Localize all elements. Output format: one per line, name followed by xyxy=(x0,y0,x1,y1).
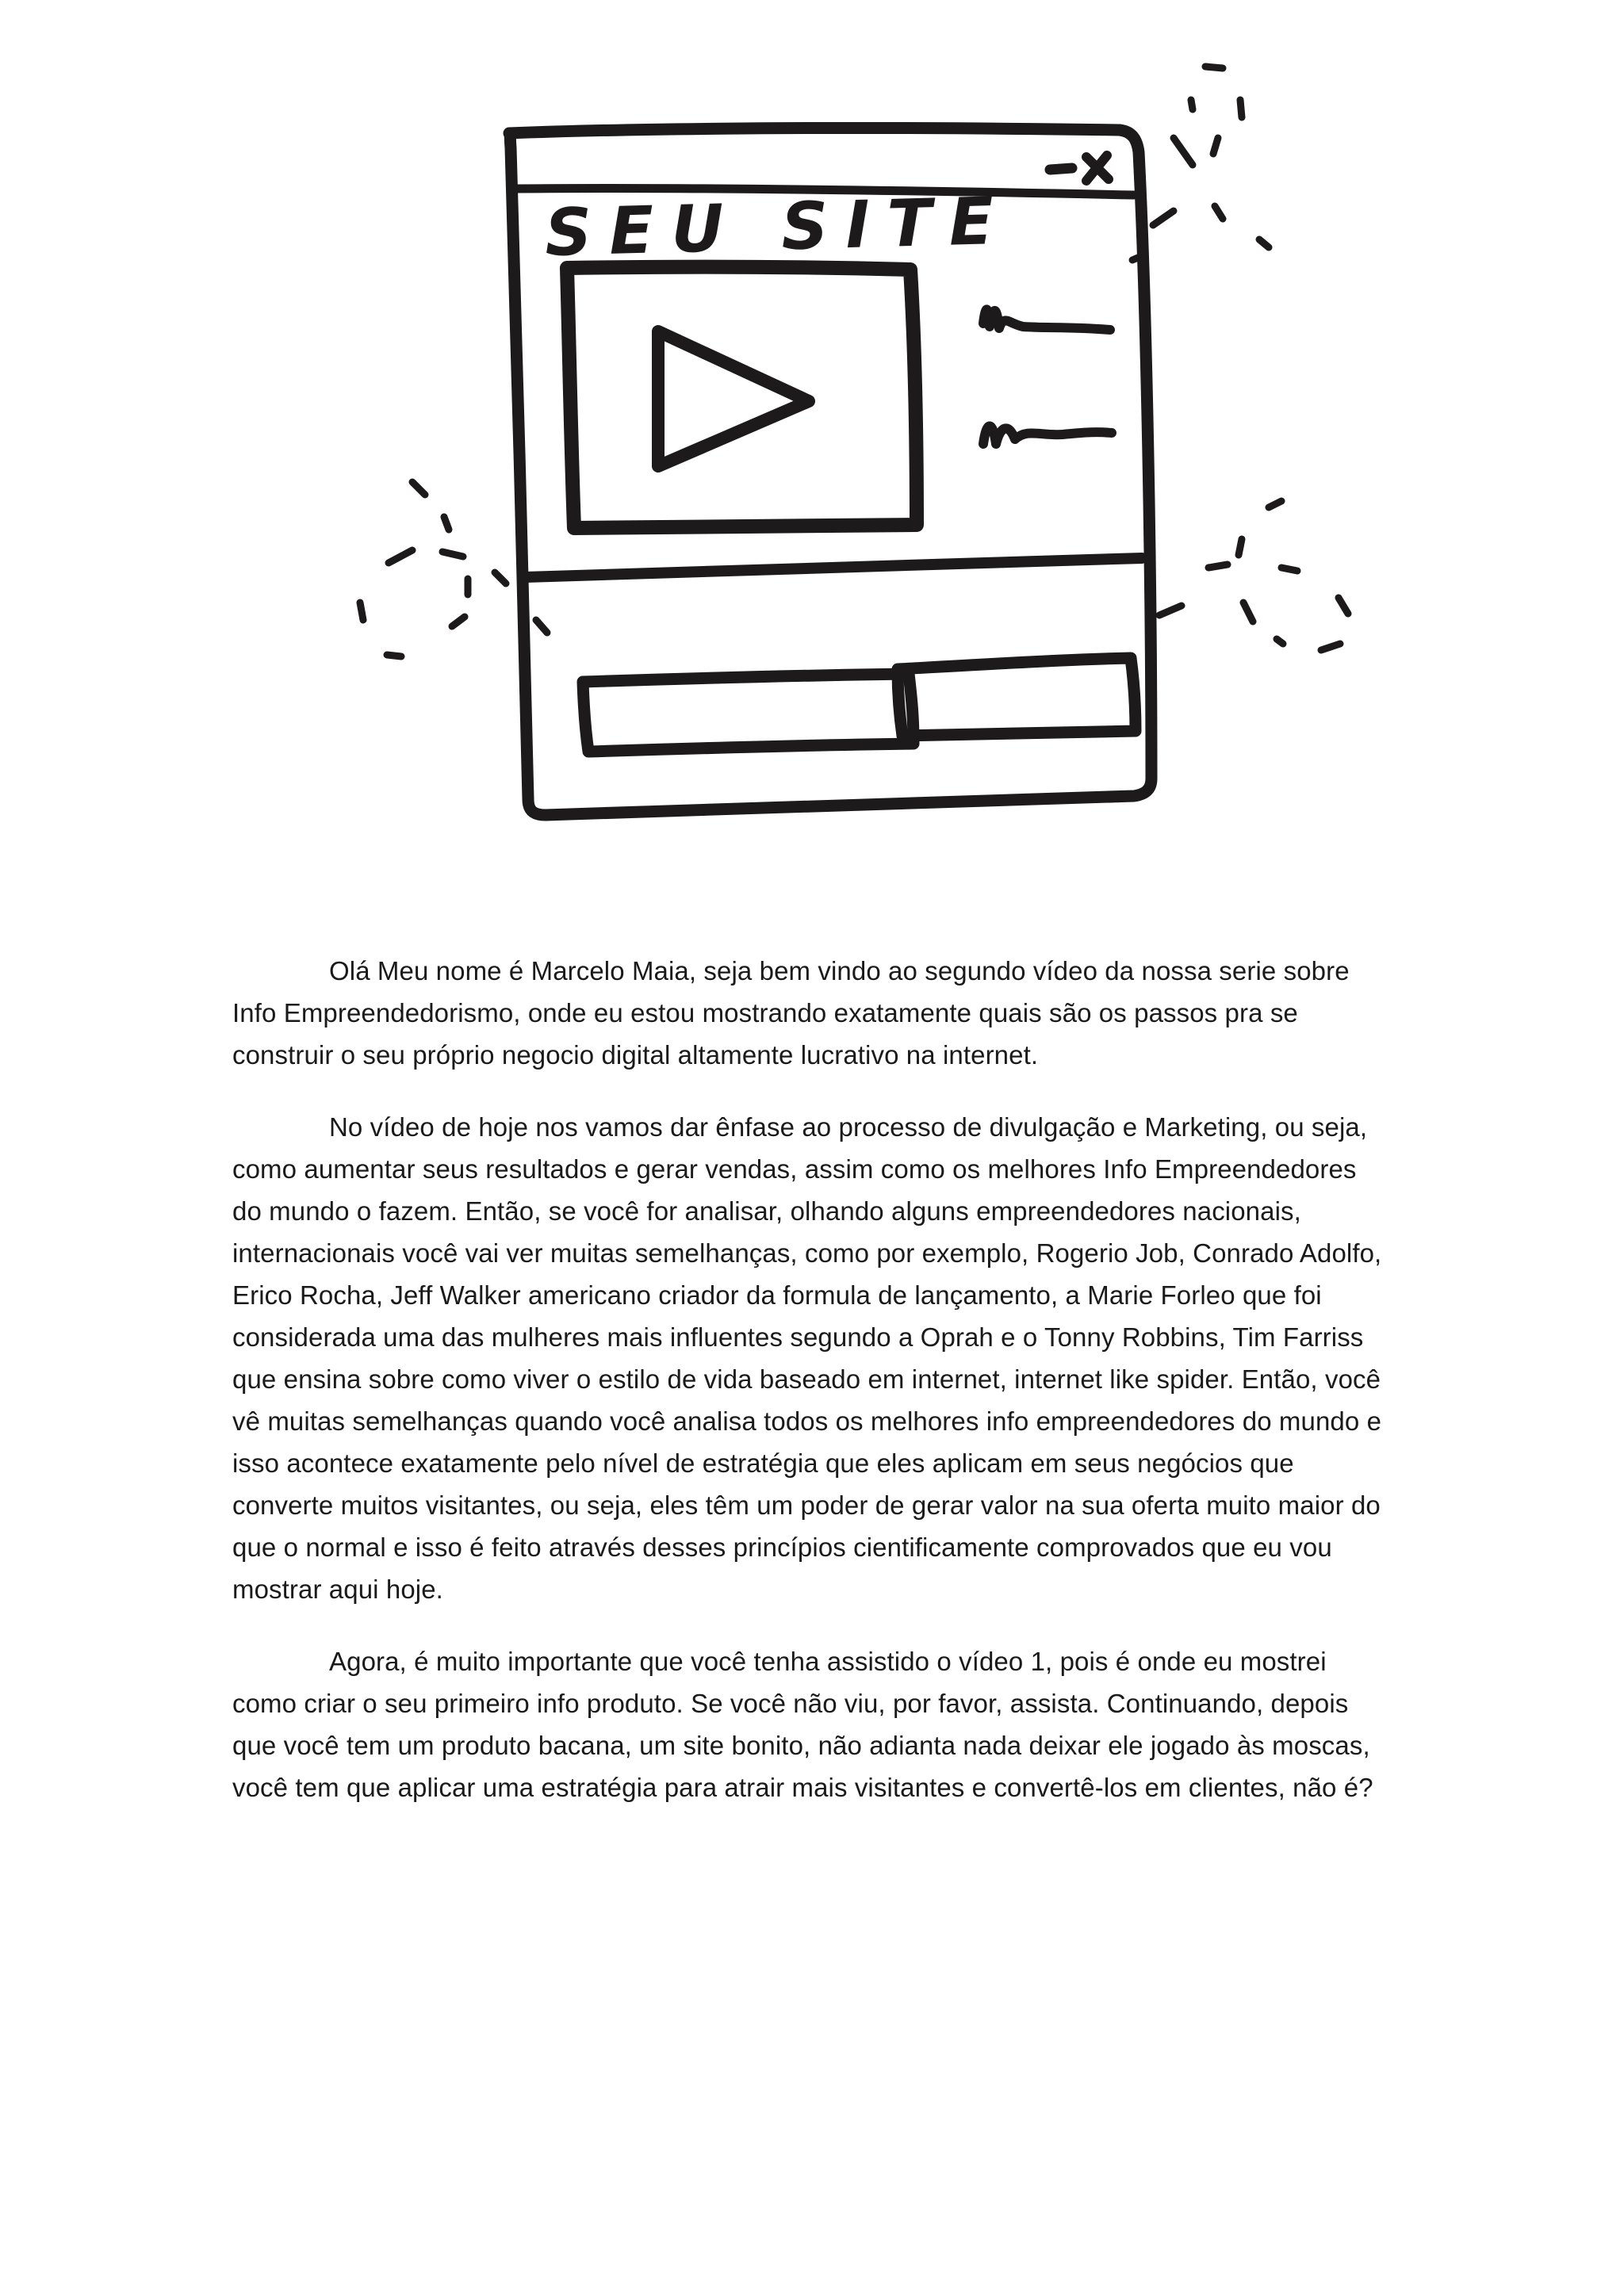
text-scribble-line-1 xyxy=(983,309,1110,330)
document-body xyxy=(232,950,1392,1839)
sketch-title-text: SEU SITE xyxy=(544,183,1013,271)
sketch-button-left xyxy=(583,674,914,752)
sketch-button-right xyxy=(898,658,1136,736)
website-sketch-illustration xyxy=(349,48,1380,856)
text-scribble-line-2 xyxy=(983,427,1112,445)
website-sketch-svg xyxy=(349,48,1380,856)
decorative-sparkle-top-right xyxy=(1132,67,1269,260)
window-close-icon xyxy=(1086,155,1109,181)
paragraph-marketing: No vídeo de hoje nos vamos dar ênfase ao processo de divulgação e Marketing, ou seja, como aumentar seus resultados e gerar vendas, assim como os melhores Info Empreendedores do mundo o fazem. Então, se você for analisar, olhando alguns empreendedores nacionais, internacionais você vai ver muitas semelhanças, como por exemplo, Rogerio Job, Conrado Adolfo, Erico Rocha, Jeff Walker americano criador da formula de lançamento, a Marie Forleo que foi considerada uma das mulheres mais influentes segundo a Oprah e o Tonny Robbins, Tim Farriss que ensina sobre como viver o estilo de vida baseado em internet, internet like spider. Então, você vê muitas semelhanças quando você analisa todos os melhores info empreendedores do mundo e isso acontece exatamente pelo nível de estratégia que eles aplicam em seus negócios que converte muitos visitantes, ou seja, eles têm um poder de gerar valor na sua oferta muito maior do que o normal e isso é feito através desses princípios cientificamente comprovados que eu vou mostrar aqui hoje. xyxy=(232,1112,1382,1604)
paragraph-intro: Olá Meu nome é Marcelo Maia, seja bem vindo ao segundo vídeo da nossa serie sobre Info Empreendedorismo, onde eu estou mostrando exatamente quais são os passos pra se construir o seu próprio negocio digital altamente lucrativo na internet. xyxy=(232,956,1350,1070)
window-minimize-icon xyxy=(1050,168,1072,170)
content-divider-line xyxy=(525,558,1142,577)
video-player-box xyxy=(567,267,917,528)
decorative-sparkle-right xyxy=(1159,501,1348,650)
play-icon xyxy=(658,331,809,466)
paragraph-strategy: Agora, é muito importante que você tenha assistido o vídeo 1, pois é onde eu mostrei como criar o seu primeiro info produto. Se você não viu, por favor, assista. Continuando, depois que você tem um produto bacana, um site bonito, não adianta nada deixar ele jogado às moscas, você tem que aplicar uma estratégia para atrair mais visitantes e convertê-los em clientes, não é? xyxy=(232,1647,1373,1802)
